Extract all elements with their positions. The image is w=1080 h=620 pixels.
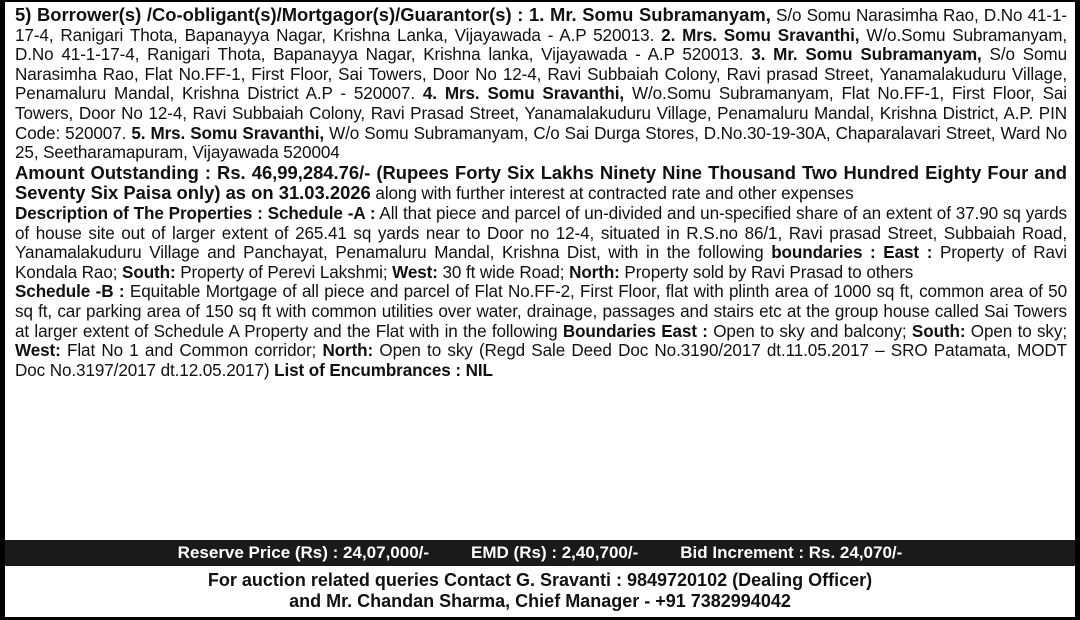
schedule-a-west-label: West: xyxy=(392,262,438,282)
borrowers-heading: 5) Borrower(s) /Co-obligant(s)/Mortgagor(s)/Guarantor(s) : xyxy=(15,4,530,25)
borrower-1-number: 1. xyxy=(529,4,551,25)
schedule-b-north-label: North: xyxy=(322,341,374,361)
emd-amount: EMD (Rs) : 2,40,700/- xyxy=(471,543,639,562)
schedule-a-label: Description of The Properties : Schedule -A : xyxy=(15,203,376,223)
encumbrances: List of Encumbrances : NIL xyxy=(274,360,493,380)
contact-block xyxy=(5,570,1075,612)
amount-rest: along with further interest at contracted rate and other expenses xyxy=(370,184,854,204)
borrowers-paragraph xyxy=(15,5,1067,163)
borrower-2-address: W/o.Somu Subramanyam, D.No 41-1-17-4, Ranigari Thota, Bapanayya Nagar, Krishna lanka, Vijayawada - A.P 520013. xyxy=(15,25,1067,65)
schedule-b-west: Flat No 1 and Common corridor; xyxy=(60,341,323,361)
schedule-b-text: Equitable Mortgage of all piece and parcel of Flat No.FF-2, First Floor, flat with plinth area of 1000 sq ft, common area of 50 sq ft, car parking area of 150 sq ft with common utilities over water, drainage, passages and stairs etc at the group house called Sai Towers at larger extent of Schedule A Property and the Flat with in the following xyxy=(15,282,1067,341)
schedule-b-paragraph xyxy=(15,282,1067,380)
contact-line-2: and Mr. Chandan Sharma, Chief Manager - +91 7382994042 xyxy=(289,591,791,611)
notice-body xyxy=(5,2,1075,380)
schedule-b-west-label: West: xyxy=(15,341,61,361)
schedule-a-boundaries-label: boundaries : East : xyxy=(771,243,933,263)
borrower-3-address: S/o Somu Narasimha Rao, Flat No.FF-1, First Floor, Sai Towers, Door No 12-4, Ravi Subbaiah Colony, Ravi prasad Street, Yanamalakuduru Village, Penamaluru Mandal, Krishna District A.P - 520007. xyxy=(15,45,1067,104)
schedule-a-north: Property sold by Ravi Prasad to others xyxy=(619,262,914,282)
schedule-a-text: All that piece and parcel of un-divided and un-specified share of an extent of 37.90 sq yards of house site out of larger extent of 265.41 sq yards near to Door no 12-4, situated in R.S.no 86/1, Ravi prasad Street, Subbaiah Road, Yanamalakuduru Village and Panchayat, Penamaluru Mandal, Krishna Dist, with in the following xyxy=(15,203,1067,263)
borrower-3-name: 3. Mr. Somu Subramanyam, xyxy=(751,45,982,65)
borrower-4-name: 4. Mrs. Somu Sravanthi, xyxy=(422,84,625,104)
borrower-1-address: S/o Somu Narasimha Rao, D.No 41-1-17-4, Ranigari Thota, Bapanayya Nagar, Krishna Lanka, Vijayawada - A.P 520013. xyxy=(15,6,1067,45)
schedule-a-south-label: South: xyxy=(122,262,176,282)
borrower-4-address: W/o.Somu Subramanyam, Flat No.FF-1, First Floor, Sai Towers, Door No 12-4, Ravi Subbaiah Colony, Ravi Prasad Street, Yanamalakuduru Village, Penamaluru Mandal, Krishna District, A.P. PIN Code: 520007. xyxy=(15,84,1068,143)
amount-paragraph xyxy=(15,163,1067,204)
schedule-b-label: Schedule -B : xyxy=(15,282,125,302)
schedule-b-south: Open to sky; xyxy=(965,321,1067,341)
schedule-a-paragraph xyxy=(15,204,1067,282)
reserve-price: Reserve Price (Rs) : 24,07,000/- xyxy=(177,543,430,562)
schedule-a-west: 30 ft wide Road; xyxy=(437,262,570,282)
schedule-a-south: Property of Perevi Lakshmi; xyxy=(175,262,393,282)
borrower-5-name: 5. Mrs. Somu Sravanthi, xyxy=(131,123,325,143)
borrower-2-name: 2. Mrs. Somu Sravanthi, xyxy=(661,25,860,45)
schedule-b-east: Open to sky and balcony; xyxy=(707,321,912,341)
amount-outstanding: Amount Outstanding : Rs. 46,99,284.76/- (Rupees Forty Six Lakhs Ninety Nine Thousand Two Hundred Eighty Four and Seventy Six Paisa only) as on 31.03.2026 xyxy=(15,161,1067,204)
borrower-1-name: Mr. Somu Subramanyam, xyxy=(550,4,771,25)
contact-line-1: For auction related queries Contact G. Sravanti : 9849720102 (Dealing Officer) xyxy=(207,570,873,590)
schedule-b-boundaries-label: Boundaries East : xyxy=(562,321,708,341)
schedule-b-north: Open to sky (Regd Sale Deed Doc No.3190/2017 dt.11.05.2017 – SRO Patamata, MODT Doc No.3197/2017 dt.12.05.2017) xyxy=(15,341,1067,380)
schedule-a-east: Property of Ravi Kondala Rao; xyxy=(15,243,1067,282)
price-bar xyxy=(5,540,1075,566)
borrower-5-address: W/o Somu Subramanyam, C/o Sai Durga Stores, D.No.30-19-30A, Chaparalavari Street, Ward No 25, Seetharamapuram, Vijayawada 520004 xyxy=(15,123,1068,163)
schedule-b-south-label: South: xyxy=(911,321,966,341)
bid-increment: Bid Increment : Rs. 24,070/- xyxy=(680,543,903,562)
schedule-a-north-label: North: xyxy=(569,262,620,282)
